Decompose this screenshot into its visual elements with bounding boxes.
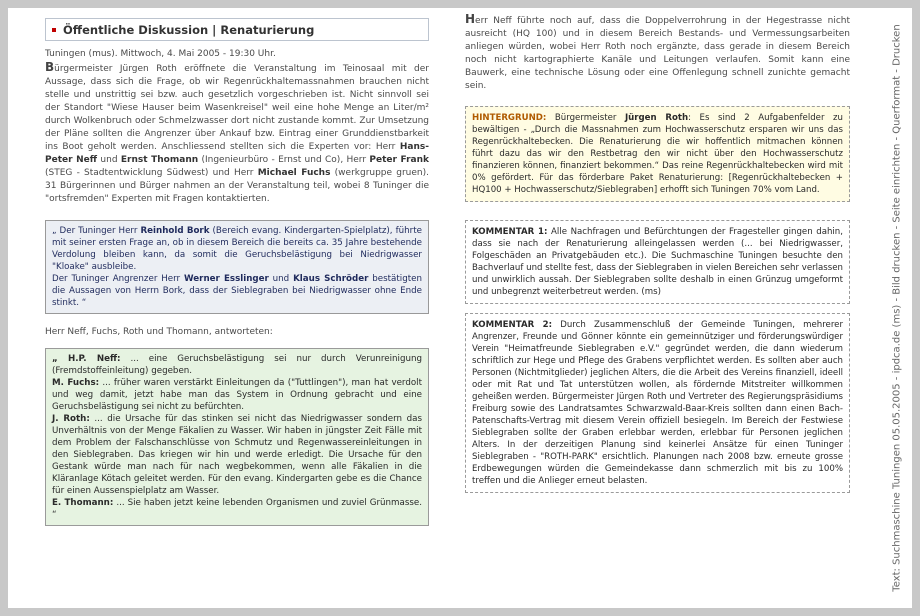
title-bullet-icon bbox=[52, 28, 56, 32]
citizen-name: Werner Esslinger bbox=[184, 274, 269, 284]
answer-lead: Herr Neff, Fuchs, Roth und Thomann, antworteten: bbox=[45, 327, 273, 337]
kommentar-paragraph bbox=[472, 226, 843, 298]
expert-name: Hans-Peter Neff bbox=[45, 142, 429, 165]
citizen-name: Reinhold Bork bbox=[140, 226, 210, 236]
answer-text: ... die Ursache für das stinken sei nicht das Niedrigwasser sondern das Unverhältnis von der Menge Fäkalien zu Wasser. Wir haben in jüngster Zeit Fälle mit dem Problem der Falschanschlüsse von Schmutz und Regenwassereinleitungen in den Sieblegraben. Das kriegen wir hin und werde erledigt. Die Ursache für den Gestank würde man nach für nach wegbekommen, wenn alle Fäkalien in die Kläranlage Kötach geleitet werden. Für den evang. Kindergarten gebe es die Chance für einen Aussenspielplatz am Wasser. bbox=[52, 414, 423, 496]
answer-text: ... früher waren verstärkt Einleitungen da ("Tuttlingen"), man hat verdolt und weg damit, jetzt habe man das System in Ordnung gebracht und eine Geruchsbelästigung sei nicht zu befürchten. bbox=[52, 378, 423, 412]
question-quote-box bbox=[45, 220, 429, 314]
hintergrund-label: HINTERGRUND: bbox=[472, 113, 547, 123]
citizen-name: Klaus Schröder bbox=[293, 274, 369, 284]
answer-item bbox=[52, 377, 422, 413]
intro-paragraph bbox=[45, 61, 429, 206]
print-page bbox=[8, 8, 912, 608]
quote-text: bestätigten die Aussagen von Herrn Bork, dass der Sieblegraben bei Niedrigwasser ohne Ende stinkt. “ bbox=[52, 274, 422, 308]
intro-text: ürgermeister Jürgen Roth eröffnete die Veranstaltung im Teinosaal mit der Aussage, dass sich die Frage, ob wir Regenrückhaltemassnahmen brauchen nicht stelle und unstrittig sei bzw. auch gesetzlich vorgeschrieben ist. Nicht sinnvoll sei der Standort "Wiese Hauser beim Wasenkreisel" weil eine hohe Menge an Liter/m² durch Wolkenbruch oder Schmelzwasser dort nicht zustande kommt. Zur Umsetzung der Pläne sollten die Angrenzer über Ankauf bzw. Eintrag einer Grunddienstbarkeit ins Boot geholt werden. Anschliessend stellten sich die Experten vor: Herr bbox=[45, 64, 429, 152]
answer-speaker: E. Thomann: bbox=[52, 498, 114, 508]
hintergrund-text: : Es sind 2 Aufgabenfelder zu bewältigen - „Durch die Massnahmen zum Hochwasserschutz ersparen wir uns das Regenrückhaltebecken. Die Renaturierung die wir hoffentlich mitmachen können führt dazu das wir den Restbetrag den wir nicht über den Hochwasserschutz finanzieren können, finanziert bekommen.“ Das reine Regenrückhaltebecken wird mit 0% gefördert. Für das förderbare Paket Renaturierung: [Regenrückhaltebecken + HQ100 + Hochwasserschutz/Sieblegraben] erhofft sich Tuningen 70% vom Land. bbox=[472, 113, 843, 195]
print-actions-text[interactable]: Text: Suchmaschine Tuningen 05.05.2005 - ipdca.de (ms) - Bild drucken - Seite einrichten - Querformat - Drucken bbox=[891, 24, 903, 592]
article-body bbox=[45, 48, 429, 206]
answer-speaker: M. Fuchs: bbox=[52, 378, 100, 388]
quote-text: (Bereich evang. Kindergarten-Spielplatz), führte mit seiner ersten Frage an, ob in diesem Bereich die bereits ca. 35 Jahre bestehende Verdolung bleiben kann, da somit die Geruchsbelästigung bei Niedrigwasser "Kloake" ausbleibe. bbox=[52, 226, 422, 272]
left-column bbox=[45, 18, 429, 526]
mayor-name: Jürgen Roth bbox=[624, 113, 689, 123]
quote-text: „ Der Tuninger Herr bbox=[52, 226, 141, 236]
intro-text: (Ingenieurbüro - Ernst und Co), Herr bbox=[198, 155, 370, 165]
answer-text: ... Sie haben jetzt keine lebenden Organismen und zuviel Grünmasse. “ bbox=[52, 498, 422, 520]
kommentar-paragraph bbox=[472, 319, 843, 487]
continuation-paragraph bbox=[465, 13, 850, 93]
quote-text: und bbox=[268, 274, 294, 284]
right-column bbox=[465, 13, 850, 493]
hintergrund-text: Bürgermeister bbox=[546, 113, 625, 123]
print-actions-strip bbox=[886, 8, 908, 608]
dateline: Tuningen (mus). Mittwoch, 4. Mai 2005 - 19:30 Uhr. bbox=[45, 49, 276, 59]
expert-name: Ernst Thomann bbox=[120, 155, 199, 165]
answer-speaker: „ H.P. Neff: bbox=[52, 354, 121, 364]
answer-item bbox=[52, 497, 422, 521]
kommentar-2-box bbox=[465, 313, 850, 493]
expert-name: Michael Fuchs bbox=[257, 168, 331, 178]
dropcap: B bbox=[45, 60, 55, 74]
answer-speaker: J. Roth: bbox=[52, 414, 90, 424]
answers-box bbox=[45, 348, 429, 526]
kommentar-text: Alle Nachfragen und Befürchtungen der Fragesteller gingen dahin, dass sie nach der Renaturierung alleingelassen werden (... bei Niedrigwasser, Folgeschäden an Privatgebäuden etc.). Die Suchmaschine Tuningen besuchte den Bachverlauf und stellte fest, dass der Sieblegraben in vielen Bereichen sehr verlassen und unwirklich aussah. Der Sieblegraben sollte deshalb in einen Grünzug umgeformt und unbegrenzt weiterbetreut werden. (ms) bbox=[472, 227, 843, 297]
article-title-box bbox=[45, 18, 429, 41]
quote-paragraph bbox=[52, 225, 422, 273]
dropcap: H bbox=[465, 12, 476, 26]
answer-item bbox=[52, 353, 422, 377]
kommentar-label: KOMMENTAR 2: bbox=[472, 320, 553, 330]
intro-text: (STEG - Stadtentwicklung Südwest) und Herr bbox=[45, 168, 258, 178]
hintergrund-paragraph bbox=[472, 112, 843, 196]
answer-text: ... eine Geruchsbelästigung sei nur durch Verunreinigung (Fremdstoffeinleitung) gegeben. bbox=[52, 354, 422, 376]
right-paragraph bbox=[465, 13, 850, 93]
kommentar-text: Durch Zusammenschluß der Gemeinde Tuningen, mehrerer Angrenzer, Freunde und Gönner könnte ein gemeinnütziger und förderungswürdiger Verein "Heimatfreunde Sieblegraben e.V." gegründet werden, die dann wiederum schriftlich zur Hege und Pflege des Grabens verpflichtet werden. Es sollten aber auch Personen (Nichtmitglieder) jeglichen Alters, die die Arbeit des Vereins finanziell, ideell oder mit Rat und Tat unterstützen wollen, als fördernde Mitstreiter willkommen geheißen werden. Bürgermeister Jürgen Roth und Vertreter des Regierungspräsidiums Freiburg sowie des Landratsamtes Schwarzwald-Baar-Kreis sollten dann einen Bach-Patenschafts-Vertrag mit diesem Verein offiziell besiegeln. Im Bereich der Festwiese Sieblegraben sollte der Graben erlebbar werden, erlebbar für Personen jeglichen Alters. In der derzeitigen Planung sind keinerlei Ansätze für einen Tuninger Sieblegraben - "ROTH-PARK" ersichtlich. Planungen nach 2008 bzw. erneute grosse Erdbewegungen würden die Gemeindekasse dann schmerzlich mit bis zu 100% treffen und die Anlieger erneut belasten. bbox=[472, 320, 843, 486]
quote-paragraph bbox=[52, 273, 422, 309]
page-title: Öffentliche Diskussion | Renaturierung bbox=[63, 22, 315, 37]
hintergrund-box bbox=[465, 106, 850, 202]
kommentar-label: KOMMENTAR 1: bbox=[472, 227, 548, 237]
continuation-text: err Neff führte noch auf, dass die Doppelverrohrung in der Hegestrasse nicht ausreicht (HQ 100) und in diesem Bereich Bestands- und Vermessungsarbeiten anliegen würden, wobei Herr Roth noch ergänzte, dass gerade in diesem Bereich noch nicht kartographierte Kanäle und Leitungen verlaufen. Somit kann eine Bauwerk, eine technische Lösung oder eine Offenlegung schnell zunichte gemacht sein. bbox=[465, 16, 850, 91]
intro-text: und bbox=[97, 155, 121, 165]
expert-name: Peter Frank bbox=[369, 155, 430, 165]
kommentar-1-box bbox=[465, 220, 850, 304]
intro-text: (werkgruppe gruen). 31 Bürgerinnen und Bürger nahmen an der Veranstaltung teil, wobei 8 Tuninger die "ortsfremden" Experten mit Fragen kontaktierten. bbox=[45, 168, 429, 204]
answer-item bbox=[52, 413, 422, 497]
quote-text: Der Tuninger Angrenzer Herr bbox=[52, 274, 185, 284]
